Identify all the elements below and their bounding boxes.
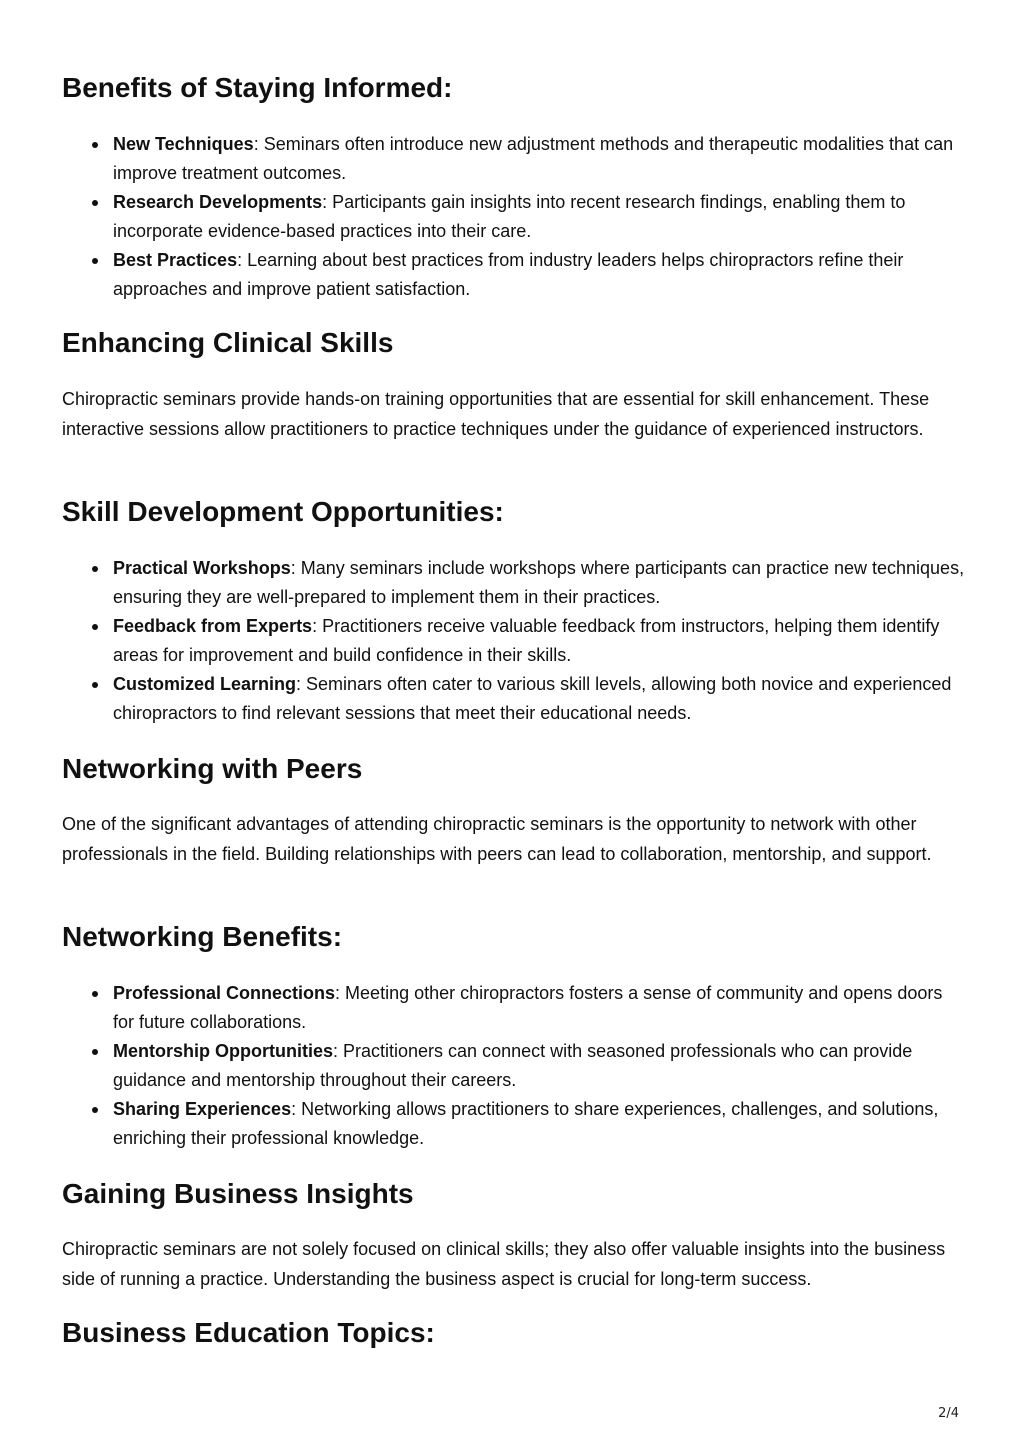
heading-networking-benefits: Networking Benefits: — [62, 921, 343, 952]
heading-skills: Skill Development Opportunities: — [62, 496, 504, 527]
list-item-term: New Techniques — [113, 134, 254, 154]
list-item — [62, 979, 967, 1037]
list-item — [62, 670, 967, 728]
list-item-term: Practical Workshops — [113, 558, 291, 578]
list-item-text: : Participants gain insights into recent research findings, enabling them to incorporate evidence-based practices into their care. — [113, 192, 906, 241]
list-item — [62, 188, 967, 246]
paragraph-clinical: Chiropractic seminars provide hands-on training opportunities that are essential for skill enhancement. These interactive sessions allow practitioners to practice techniques under the guidance of experienced instructors. — [62, 389, 930, 439]
list-networking-benefits — [62, 979, 967, 1153]
heading-business-topics: Business Education Topics: — [62, 1317, 435, 1348]
list-item — [62, 612, 967, 670]
heading-networking: Networking with Peers — [62, 753, 363, 784]
list-benefits — [62, 130, 967, 304]
list-item — [62, 246, 967, 304]
heading-business: Gaining Business Insights — [62, 1178, 414, 1209]
list-item-text: : Many seminars include workshops where participants can practice new techniques, ensuring they are well-prepared to implement them in their practices. — [113, 558, 965, 607]
list-item-text: : Networking allows practitioners to share experiences, challenges, and solutions, enriching their professional knowledge. — [113, 1099, 939, 1148]
paragraph-business: Chiropractic seminars are not solely focused on clinical skills; they also offer valuable insights into the business side of running a practice. Understanding the business aspect is crucial for long-term success. — [62, 1239, 946, 1289]
list-item-text: : Meeting other chiropractors fosters a sense of community and opens doors for future collaborations. — [113, 983, 943, 1032]
list-item — [62, 130, 967, 188]
list-item-term: Research Developments — [113, 192, 323, 212]
list-item-text: : Practitioners receive valuable feedback from instructors, helping them identify areas for improvement and build confidence in their skills. — [113, 616, 940, 665]
list-item-text: : Practitioners can connect with seasoned professionals who can provide guidance and mentorship throughout their careers. — [113, 1041, 913, 1090]
list-item-term: Sharing Experiences — [113, 1099, 292, 1119]
page-number: 2/4 — [938, 1406, 959, 1421]
list-item — [62, 554, 967, 612]
list-item-term: Feedback from Experts — [113, 616, 313, 636]
list-item-text: : Seminars often cater to various skill levels, allowing both novice and experienced chiropractors to find relevant sessions that meet their educational needs. — [113, 674, 952, 723]
list-item-term: Best Practices — [113, 250, 238, 270]
list-item — [62, 1037, 967, 1095]
heading-benefits: Benefits of Staying Informed: — [62, 72, 453, 103]
list-skills — [62, 554, 967, 728]
list-item-text: : Learning about best practices from industry leaders helps chiropractors refine their approaches and improve patient satisfaction. — [113, 250, 904, 299]
list-item-term: Mentorship Opportunities — [113, 1041, 333, 1061]
list-item — [62, 1095, 967, 1153]
list-item-term: Professional Connections — [113, 983, 336, 1003]
paragraph-networking: One of the significant advantages of attending chiropractic seminars is the opportunity to network with other professionals in the field. Building relationships with peers can lead to collaboration, mentorship, and support. — [62, 814, 932, 864]
heading-clinical: Enhancing Clinical Skills — [62, 327, 394, 358]
list-item-term: Customized Learning — [113, 674, 297, 694]
list-item-text: : Seminars often introduce new adjustment methods and therapeutic modalities that can improve treatment outcomes. — [113, 134, 954, 183]
